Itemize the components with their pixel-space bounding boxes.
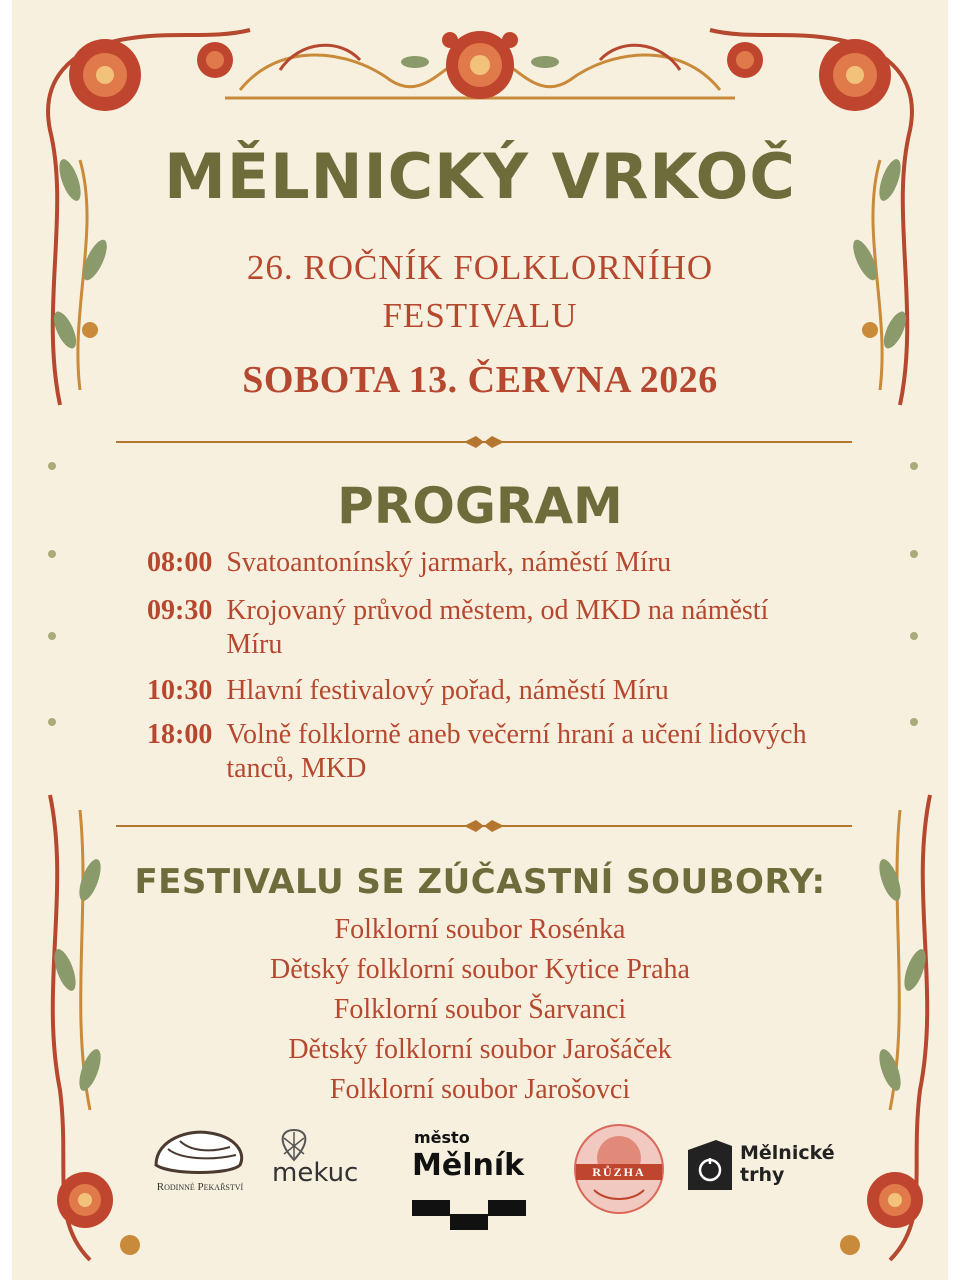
ensemble-item: Folklorní soubor Jarošovci <box>329 1074 631 1105</box>
program-text: Krojovaný průvod městem, od MKD na náměstí Míru <box>226 595 769 660</box>
mesto-label: město <box>414 1128 470 1147</box>
ensemble-item: Dětský folklorní soubor Kytice Praha <box>270 954 690 985</box>
mekuc-name: mekuc <box>272 1158 359 1188</box>
trhy-line1: Mělnické <box>740 1142 835 1164</box>
sponsor-bakery <box>140 1125 260 1205</box>
mekuc-logo-icon <box>274 1128 314 1162</box>
program-text: Svatoantonínský jarmark, náměstí Míru <box>226 547 672 578</box>
festival-title: MĚLNICKÝ VRKOČ <box>164 140 796 213</box>
top-floral-ornament <box>220 20 740 110</box>
melnik-flag-icon <box>410 1196 528 1232</box>
sponsor-ruzha <box>572 1122 666 1216</box>
decor-dot <box>48 632 56 640</box>
festival-subtitle-line1: 26. ROČNÍK FOLKLORNÍHO <box>246 248 714 287</box>
festival-subtitle-line2: FESTIVALU <box>382 296 578 335</box>
program-item <box>147 718 827 786</box>
decor-dot <box>910 462 918 470</box>
decor-dot <box>48 462 56 470</box>
program-time: 10:30 <box>147 675 213 706</box>
decor-dot <box>48 550 56 558</box>
decor-dot <box>910 718 918 726</box>
divider-ornament <box>116 818 852 834</box>
ensemble-item: Folklorní soubor Rosénka <box>334 914 626 945</box>
decor-dot <box>48 718 56 726</box>
festival-date: SOBOTA 13. ČERVNA 2026 <box>242 359 718 401</box>
bread-icon <box>150 1125 250 1177</box>
divider-ornament <box>116 434 852 450</box>
ensemble-item: Dětský folklorní soubor Jarošáček <box>288 1034 672 1065</box>
program-text: Hlavní festivalový pořad, náměstí Míru <box>226 675 669 706</box>
program-text: Volně folklorně aneb večerní hraní a učení lidových tanců, MKD <box>226 719 807 784</box>
decor-dot <box>910 632 918 640</box>
melnik-label: Mělník <box>412 1148 525 1183</box>
program-time: 18:00 <box>147 719 213 750</box>
program-heading: PROGRAM <box>337 477 623 535</box>
sponsor-mesto-melnik <box>410 1128 540 1238</box>
ruzha-name: RŮZHA <box>592 1165 646 1179</box>
ensemble-item: Folklorní soubor Šarvanci <box>333 994 627 1025</box>
program-time: 08:00 <box>147 547 213 578</box>
bakery-name: Rodinné Pekařství <box>156 1181 244 1193</box>
program-item <box>147 674 837 708</box>
ensembles-heading: FESTIVALU SE ZÚČASTNÍ SOUBORY: <box>134 862 826 902</box>
decor-dot <box>910 550 918 558</box>
sponsor-mekuc <box>272 1128 372 1198</box>
program-item <box>147 594 797 662</box>
program-item <box>147 546 837 580</box>
sponsor-melnicke-trhy <box>686 1138 836 1198</box>
market-logo-icon <box>686 1138 734 1192</box>
program-time: 09:30 <box>147 595 213 626</box>
trhy-line2: trhy <box>740 1164 785 1186</box>
